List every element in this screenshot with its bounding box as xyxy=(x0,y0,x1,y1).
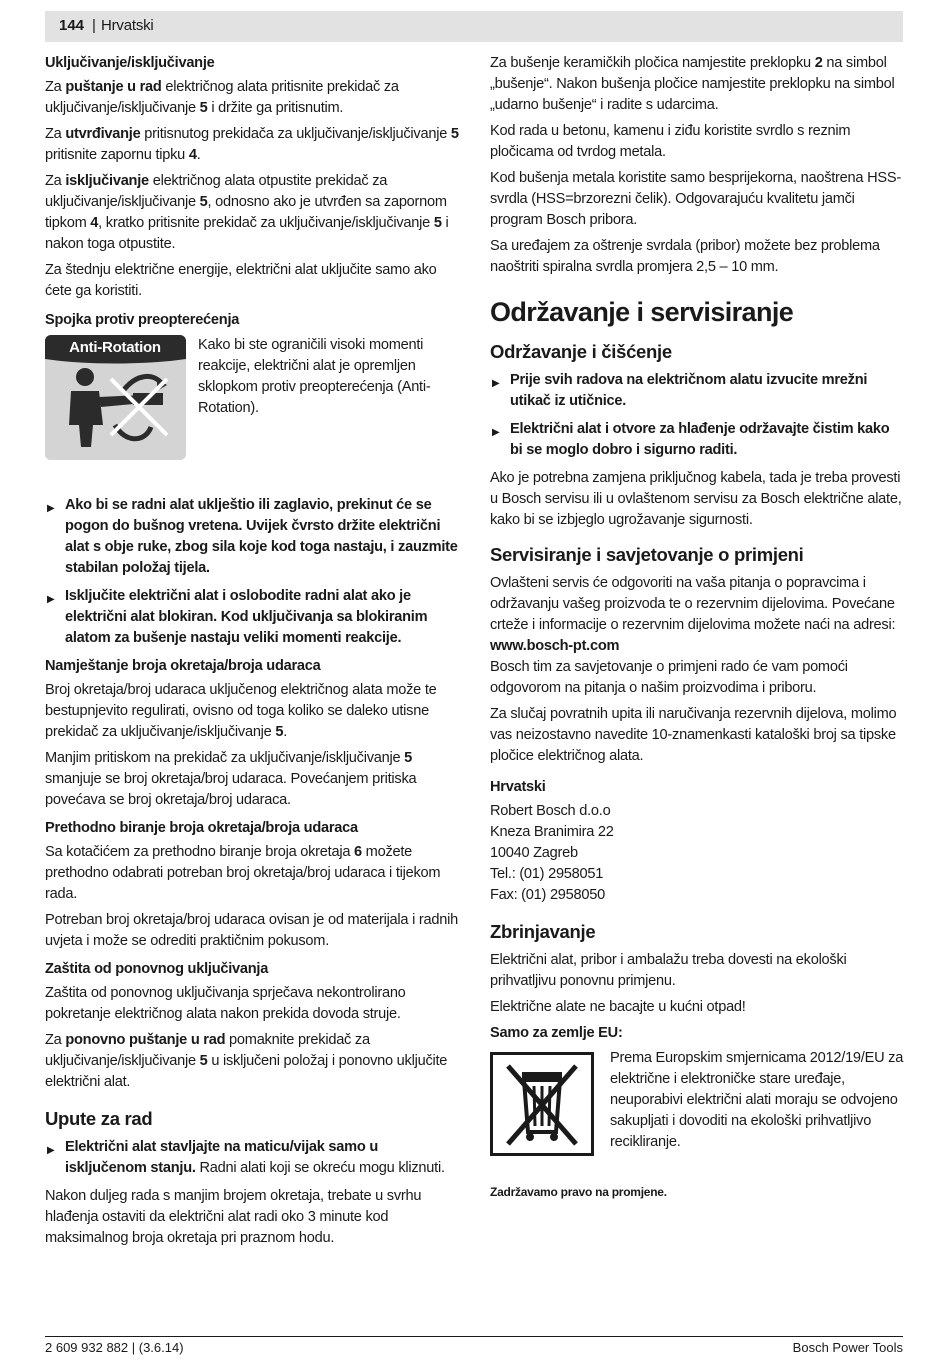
crossed-bin-icon xyxy=(490,1052,594,1156)
speed-paragraph-1: Broj okretaja/broj udaraca uključenog električnog alata može te bestupnjevito regulirati, ovisno od toga koliko se daleko utisne prekidač za uključivanje/isključivanje 5. xyxy=(45,682,437,740)
speed-paragraph-2: Manjim pritiskom na prekidač za uključivanje/isključivanje 5 smanjuje se broj okretaja/broj udaraca. Povećanjem pritiska povećava se broj okretaja/broj udaraca. xyxy=(45,750,417,808)
anti-rotation-icon xyxy=(45,335,186,460)
preselect-paragraph-1: Sa kotačićem za prethodno biranje broja okretaja 6 možete prethodno odabrati potreban broj okretaja/broj udaraca i tijekom rada. xyxy=(45,844,441,902)
service-title: Servisiranje i savjetovanje o primjeni xyxy=(490,544,804,565)
weee-block xyxy=(490,1048,905,1168)
warning-jam: ▶ Ako bi se radni alat uklještio ili zaglavio, prekinut će se pogon do bušnog vretena. Uvijek čvrsto držite električni alat s obje ruke, zbog sila koje kod toga nastaju, i zauzmite stabilan položaj tijela. xyxy=(45,495,460,579)
anti-rotation-block xyxy=(45,335,460,495)
onoff-paragraph-4: Za štednju električne energije, električni alat uključite samo ako ćete ga koristiti. xyxy=(45,262,437,299)
warning-nut: ▶ Električni alat stavljajte na maticu/vijak samo u isključenom stanju. Radni alati koji se okreću mogu kliznuti. xyxy=(45,1137,460,1179)
metal-paragraph: Kod bušenja metala koristite samo besprijekorna, naoštrena HSS-svrdla (HSS=brzorezni čelik). Odgovarajuću kvalitetu jamči program Bosch pribora. xyxy=(490,170,901,228)
reserved-notice: Zadržavamo pravo na promjene. xyxy=(490,1185,667,1199)
footer-brand: Bosch Power Tools xyxy=(792,1340,903,1355)
address-line-3: 10040 Zagreb xyxy=(490,845,578,861)
footer-divider xyxy=(45,1336,903,1337)
work-paragraph-1: Nakon duljeg rada s manjim brojem okretaja, trebate u svrhu hlađenja ostaviti da električni alat radi oko 3 minute kod maksimalnog broja okretaja pri praznom hodu. xyxy=(45,1188,422,1246)
header-language: Hrvatski xyxy=(101,17,154,34)
onoff-title: Uključivanje/isključivanje xyxy=(45,55,215,71)
work-title: Upute za rad xyxy=(45,1108,153,1129)
header-separator: | xyxy=(92,17,96,34)
service-paragraph-1: Ovlašteni servis će odgovoriti na vaša pitanja o popravcima i održavanju vašeg proizvoda te o rezervnim dijelovima. Povećane crteže i informacije o rezervnim dijelovima možete naći na adresi: xyxy=(490,575,896,633)
service-paragraph-3: Za slučaj povratnih upita ili naručivanja rezervnih dijelova, molimo vas neizostavno navedite 10-znamenkasti kataloški broj sa tipske pločice električnog alata. xyxy=(490,706,897,764)
onoff-paragraph-2: Za utvrđivanje pritisnutog prekidača za uključivanje/isključivanje 5 pritisnite zapornu tipku 4. xyxy=(45,126,459,163)
right-column xyxy=(490,53,905,1203)
tiles-paragraph: Za bušenje keramičkih pločica namjestite preklopku 2 na simbol „bušenje“. Nakon bušenja pločice namjestite preklopku na simbol „udarno bušenje“ i radite s udarcima. xyxy=(490,55,895,113)
country-title: Hrvatski xyxy=(490,779,546,795)
sharpening-paragraph: Sa uređajem za oštrenje svrdala (pribor) možete bez problema naoštriti spiralna svrdla promjera 2,5 – 10 mm. xyxy=(490,238,880,275)
disposal-paragraph-2: Električne alate ne bacajte u kućni otpad! xyxy=(490,999,746,1015)
page-number: 144 xyxy=(59,17,85,34)
footer-doc-number: 2 609 932 882 | (3.6.14) xyxy=(45,1340,184,1355)
onoff-paragraph-3: Za isključivanje električnog alata otpustite prekidač za uključivanje/isključivanje 5, odnosno ako je utvrđen sa zapornom tipkom 4, kratko pritisnite prekidač za uključivanje/isključivanje 5 i nakon toga otpustite. xyxy=(45,173,449,252)
service-url[interactable]: www.bosch-pt.com xyxy=(490,638,620,654)
address-line-1: Robert Bosch d.o.o xyxy=(490,803,611,819)
restart-paragraph-1: Zaštita od ponovnog uključivanja sprječava nekontrolirano pokretanje električnog alata nakon prekida dovoda struje. xyxy=(45,985,406,1022)
concrete-paragraph: Kod rada u betonu, kamenu i ziđu koristite svrdlo s reznim pločicama od tvrdog metala. xyxy=(490,123,851,160)
page-header xyxy=(45,11,903,42)
preselect-paragraph-2: Potreban broj okretaja/broj udaraca ovisan je od materijala i radnih uvjeta i može se odrediti praktičnim pokusom. xyxy=(45,912,458,949)
address-fax: Fax: (01) 2958050 xyxy=(490,887,606,903)
restart-title: Zaštita od ponovnog uključivanja xyxy=(45,961,269,977)
address-line-2: Kneza Branimira 22 xyxy=(490,824,614,840)
cleaning-bullet-1: ▶ Prije svih radova na električnom alatu izvucite mrežni utikač iz utičnice. xyxy=(490,370,905,412)
eu-title: Samo za zemlje EU: xyxy=(490,1025,623,1041)
cable-paragraph: Ako je potrebna zamjena priključnog kabela, tada je treba provesti u Bosch servisu ili u ovlaštenom servisu za Bosch električne alate, kako bi se izbjeglo ugrožavanje sigurnosti. xyxy=(490,470,902,528)
address-phone: Tel.: (01) 2958051 xyxy=(490,866,604,882)
cleaning-title: Održavanje i čišćenje xyxy=(490,341,672,362)
cleaning-bullet-2: ▶ Električni alat i otvore za hlađenje održavajte čistim kako bi se moglo dobro i sigurno raditi. xyxy=(490,419,905,461)
disposal-paragraph-1: Električni alat, pribor i ambalažu treba dovesti na ekološki prihvatljivu ponovnu primjenu. xyxy=(490,952,847,989)
anti-rotation-label: Anti-Rotation xyxy=(69,339,161,356)
onoff-paragraph-1: Za puštanje u rad električnog alata pritisnite prekidač za uključivanje/isključivanje 5 i držite ga pritisnutim. xyxy=(45,79,399,116)
anti-rotation-text: Kako bi ste ograničili visoki momenti reakcije, električni alat je opremljen sklopkom protiv preopterećenja (Anti-Rotation). xyxy=(198,337,431,416)
warning-blocked: ▶ Isključite električni alat i oslobodite radni alat ako je električni alat blokiran. Kod uključivanja sa blokiranim alatom za bušenje nastaju veliki momenti reakcije. xyxy=(45,586,460,649)
eu-directive-text: Prema Europskim smjernicama 2012/19/EU za električne i elektroničke stare uređaje, neuporabivi električni alati moraju se odvojeno sakupljati i dovoditi na ekološki prihvatljivo recikliranje. xyxy=(610,1050,904,1150)
disposal-title: Zbrinjavanje xyxy=(490,921,596,942)
speed-title: Namještanje broja okretaja/broja udaraca xyxy=(45,658,321,674)
restart-paragraph-2: Za ponovno puštanje u rad pomaknite prekidač za uključivanje/isključivanje 5 u isključeni položaj i ponovno uključite električni alat. xyxy=(45,1032,448,1090)
clutch-title: Spojka protiv preopterećenja xyxy=(45,312,240,328)
service-paragraph-2: Bosch tim za savjetovanje o primjeni rado će vam pomoći odgovorom na pitanja o našim proizvodima i priboru. xyxy=(490,659,848,696)
maintenance-title: Održavanje i servisiranje xyxy=(490,297,794,327)
left-column xyxy=(45,53,460,1254)
preselect-title: Prethodno biranje broja okretaja/broja udaraca xyxy=(45,820,358,836)
